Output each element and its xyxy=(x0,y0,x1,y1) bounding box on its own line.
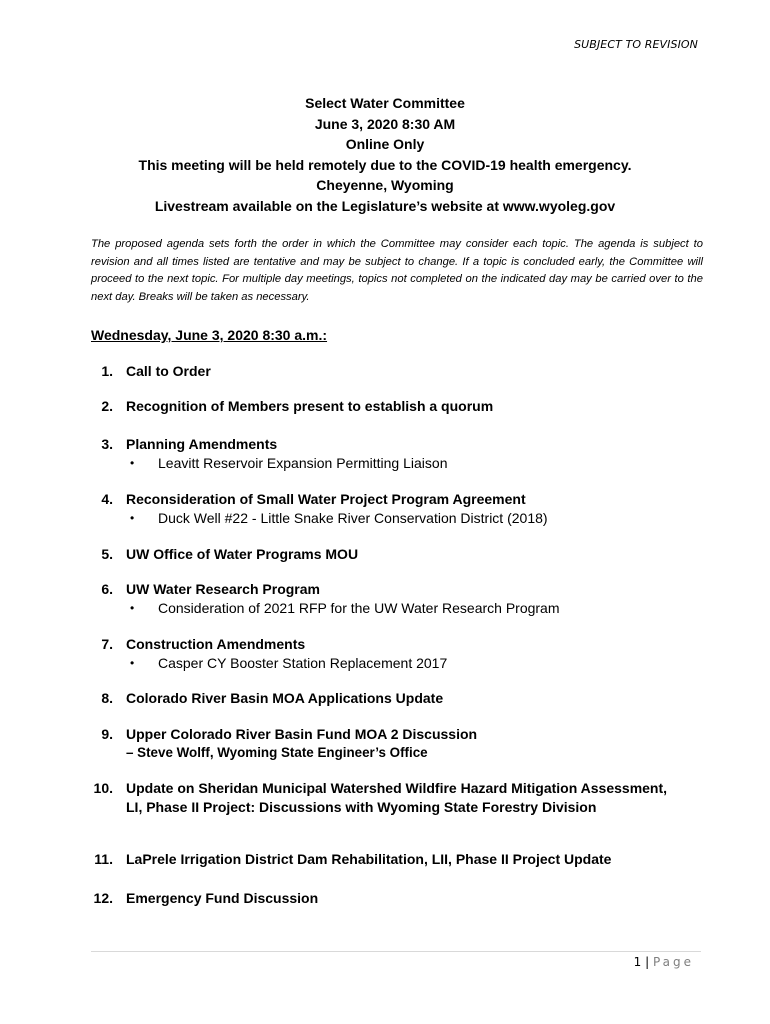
agenda-item-number: 1. xyxy=(101,363,113,379)
meeting-title-block xyxy=(60,93,710,216)
agenda-item-title: Reconsideration of Small Water Project Program Agreement xyxy=(126,491,526,507)
agenda-sub-item xyxy=(130,599,704,618)
agenda-item-10 xyxy=(84,779,704,816)
page-separator: | xyxy=(641,955,653,969)
remote-meeting-note: This meeting will be held remotely due to the COVID-19 health emergency. xyxy=(138,156,632,173)
agenda-item-number: 8. xyxy=(101,690,113,706)
agenda-item-number: 2. xyxy=(101,398,113,414)
agenda-item-8 xyxy=(84,689,704,708)
agenda-sub-item-text: Leavitt Reservoir Expansion Permitting Liaison xyxy=(158,454,448,471)
agenda-item-title: LaPrele Irrigation District Dam Rehabilitation, LII, Phase II Project Update xyxy=(126,851,612,867)
agenda-intro-paragraph: The proposed agenda sets forth the order in which the Committee may consider each topic. The agenda is subject to revision and all times listed are tentative and may be subject to change. If a topic is concluded early, the Committee will proceed to the next topic. For multiple day meetings, topics not completed on the indicated day may be carried over to the next day. Breaks will be taken as necessary. xyxy=(91,238,703,303)
meeting-format: Online Only xyxy=(345,136,425,152)
agenda-sub-item xyxy=(130,654,704,673)
agenda-item-title: Colorado River Basin MOA Applications Update xyxy=(126,690,444,706)
agenda-sub-item-text: Consideration of 2021 RFP for the UW Water Research Program xyxy=(158,599,560,616)
agenda-sub-item-text: Casper CY Booster Station Replacement 2017 xyxy=(158,654,448,671)
agenda-item-presenter: – Steve Wolff, Wyoming State Engineer’s Office xyxy=(126,744,428,760)
agenda-item-12 xyxy=(84,889,704,908)
agenda-item-2 xyxy=(84,397,704,416)
agenda-item-title: Recognition of Members present to establish a quorum xyxy=(126,398,494,414)
committee-name: Select Water Committee xyxy=(305,95,465,111)
agenda-item-title: Construction Amendments xyxy=(126,636,306,652)
footer-divider xyxy=(91,951,701,952)
agenda-item-number: 4. xyxy=(101,491,113,507)
meeting-date-time: June 3, 2020 8:30 AM xyxy=(314,115,456,132)
agenda-item-3 xyxy=(84,435,704,473)
agenda-item-number: 5. xyxy=(101,546,113,562)
agenda-item-number: 7. xyxy=(101,636,113,652)
agenda-item-title: UW Office of Water Programs MOU xyxy=(126,546,359,562)
agenda-item-title: Upper Colorado River Basin Fund MOA 2 Discussion xyxy=(126,726,478,742)
agenda-item-number: 3. xyxy=(101,436,113,452)
agenda-item-number: 9. xyxy=(101,726,113,742)
page-footer xyxy=(634,955,694,969)
agenda-item-4 xyxy=(84,490,704,528)
bullet-icon: • xyxy=(130,455,135,470)
meeting-location: Cheyenne, Wyoming xyxy=(316,177,454,193)
page-word: Page xyxy=(652,955,694,969)
agenda-item-11 xyxy=(84,850,704,869)
agenda-item-title: UW Water Research Program xyxy=(126,581,320,597)
agenda-sub-item xyxy=(130,454,704,473)
day-heading: Wednesday, June 3, 2020 8:30 a.m.: xyxy=(91,327,328,343)
agenda-item-9 xyxy=(84,725,704,762)
agenda-item-5 xyxy=(84,545,704,564)
bullet-icon: • xyxy=(130,655,135,670)
agenda-item-number: 6. xyxy=(101,581,113,597)
agenda-item-title: Update on Sheridan Municipal Watershed Wildfire Hazard Mitigation Assessment, LI, Phase II Project: Discussions with Wyoming State Forestry Division xyxy=(126,780,668,815)
bullet-icon: • xyxy=(130,600,135,615)
livestream-note: Livestream available on the Legislature’s website at www.wyoleg.gov xyxy=(154,197,616,214)
agenda-sub-item xyxy=(130,509,704,528)
agenda-item-number: 11. xyxy=(94,851,113,867)
agenda-item-1 xyxy=(84,362,704,381)
page-number: 1 xyxy=(633,955,642,969)
agenda-item-title: Emergency Fund Discussion xyxy=(126,890,319,906)
agenda-sub-item-text: Duck Well #22 - Little Snake River Conservation District (2018) xyxy=(158,509,548,526)
agenda-item-number: 12. xyxy=(93,890,113,906)
bullet-icon: • xyxy=(130,510,135,525)
agenda-item-number: 10. xyxy=(93,780,113,796)
agenda-item-title: Planning Amendments xyxy=(126,436,278,452)
agenda-item-6 xyxy=(84,580,704,618)
agenda-item-7 xyxy=(84,635,704,673)
revision-note: SUBJECT TO REVISION xyxy=(574,38,698,51)
agenda-item-title: Call to Order xyxy=(126,363,211,379)
